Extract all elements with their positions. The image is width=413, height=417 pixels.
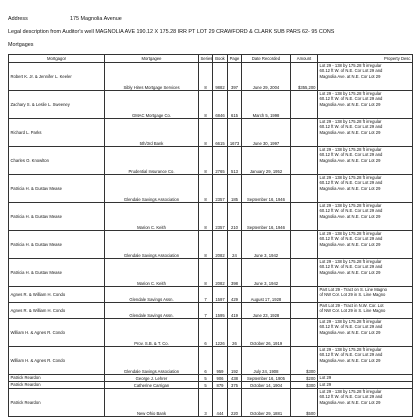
page-cell: 398 bbox=[228, 259, 242, 287]
page-cell: 26 bbox=[228, 319, 242, 347]
column-header-amount: Amount bbox=[291, 55, 318, 63]
series-cell: 6 bbox=[199, 319, 213, 347]
page-cell: 397 bbox=[228, 63, 242, 91]
mortgagee-cell: Prov. S.B. & T. Co. bbox=[105, 319, 199, 347]
mortgagee-cell: Glendale Savings Assn. bbox=[105, 303, 199, 319]
page-cell: 192 bbox=[228, 347, 242, 375]
property-desc-line: Lot 29 - 138 by 175.28 ft irregular bbox=[319, 119, 382, 124]
series-cell: 7 bbox=[199, 303, 213, 319]
date-recorded-cell: June 3, 1942 bbox=[242, 259, 291, 287]
property-desc-line: 60.12 ft W. of N.E. Cor Lot 29 and bbox=[319, 96, 383, 102]
series-cell: 3 bbox=[199, 389, 213, 417]
address-value: 175 Magnolia Avenue bbox=[70, 16, 122, 22]
property-desc-line: 60.12 ft W. of N.E. Cor Lot 29 and bbox=[319, 324, 383, 330]
legal-description: Legal description from Auditor's well MAGNOLIA AVE 190.12 X 175.28 IRR PT LOT 29 CRAWFORD & CLARK SUB PARS 62- 95 CONS bbox=[8, 29, 335, 35]
mortgagee-cell: Marion C. Keith bbox=[105, 203, 199, 231]
page-cell: 438 bbox=[228, 375, 242, 382]
property-desc-line: Lot 29 bbox=[319, 375, 332, 380]
property-desc-line: Magnolia Ave. at N.E. Cor Lot 29 bbox=[319, 73, 381, 79]
date-recorded-cell: June 29, 2004 bbox=[242, 63, 291, 91]
column-header-property-desc: Property Desc bbox=[318, 55, 413, 63]
page-cell: 185 bbox=[228, 175, 242, 203]
series-cell: 5 bbox=[199, 375, 213, 382]
table-row bbox=[9, 375, 413, 382]
series-cell: 7 bbox=[199, 287, 213, 303]
property-desc-line: Lot 29 - 138 by 175.28 ft irregular bbox=[319, 389, 382, 394]
book-cell: 1595 bbox=[213, 303, 228, 319]
property-desc-line: 60.12 ft W. of N.E. Cor Lot 29 and bbox=[319, 152, 383, 158]
series-cell: 8 bbox=[199, 119, 213, 147]
book-cell: 444 bbox=[213, 389, 228, 417]
property-desc-line: 60.12 ft W. of N.E. Cor Lot 29 and bbox=[319, 264, 383, 270]
mortgagee-cell: Catherine Carrigan bbox=[105, 382, 199, 389]
series-cell: 6 bbox=[199, 347, 213, 375]
mortgagee-cell: Prudential Insurance Co. bbox=[105, 147, 199, 175]
table-row bbox=[9, 91, 413, 119]
property-desc-line: 60.12 ft W. of N.E. Cor Lot 29 and bbox=[319, 68, 383, 74]
mortgagor-cell: Zachary S. & Leslie L. Sweeney bbox=[9, 91, 105, 119]
mortgagor-cell: Robert K. Jr. & Jennifer L. Keeler bbox=[9, 63, 105, 91]
mortgagee-cell: GMAC Mortgage Co. bbox=[105, 91, 199, 119]
amount-cell bbox=[291, 119, 318, 147]
amount-cell bbox=[291, 203, 318, 231]
property-desc-line: Part Lot 29 - Tract on S. Line Magno bbox=[319, 287, 388, 292]
series-cell: 8 bbox=[199, 259, 213, 287]
property-desc-line: Lot 29 - 138 by 175.28 ft irregular bbox=[319, 63, 382, 68]
table-row bbox=[9, 382, 413, 389]
property-desc-line: Lot 29 - 138 by 175.28 ft irregular bbox=[319, 231, 382, 236]
date-recorded-cell: January 29, 1952 bbox=[242, 147, 291, 175]
date-recorded-cell: August 17, 1928 bbox=[242, 287, 291, 303]
series-cell: 5 bbox=[199, 382, 213, 389]
property-desc-line: of NW Cor. Lot 29 in S. Line Magno bbox=[319, 308, 386, 314]
column-header-series: Series bbox=[200, 55, 213, 61]
mortgagee-cell: Marion C. Keith bbox=[105, 259, 199, 287]
property-desc-line: Magnolia Ave. at N.E. Cor Lot 29 bbox=[319, 399, 381, 405]
table-row bbox=[9, 231, 413, 259]
table-row bbox=[9, 347, 413, 375]
mortgagor-cell: Patrick Reardon bbox=[9, 389, 105, 417]
series-cell: 8 bbox=[199, 175, 213, 203]
property-desc-line: 60.12 ft W. of N.E. Cor Lot 29 and bbox=[319, 394, 383, 400]
property-desc-line: Lot 29 - 138 by 175.28 ft irregular bbox=[319, 347, 382, 352]
book-cell: 9882 bbox=[213, 63, 228, 91]
mortgagor-cell: Richard L. Parks bbox=[9, 119, 105, 147]
page-cell: 1673 bbox=[228, 119, 242, 147]
table-row bbox=[9, 63, 413, 91]
mortgagor-cell: Patricia H. & Gustav Mease bbox=[9, 231, 105, 259]
page-cell: 210 bbox=[228, 203, 242, 231]
property-desc-line: 60.12 ft W. of N.E. Cor Lot 29 and bbox=[319, 180, 383, 186]
property-desc-line: Lot 29 - 138 by 175.28 ft irregular bbox=[319, 175, 382, 180]
table-row bbox=[9, 287, 413, 303]
table-row bbox=[9, 203, 413, 231]
amount-cell bbox=[291, 231, 318, 259]
property-desc-line: Part Lot 29 - Tract in N.W. Cor. Lot bbox=[319, 303, 384, 308]
table-row bbox=[9, 303, 413, 319]
book-cell: 959 bbox=[213, 347, 228, 375]
property-desc-line: Magnolia Ave. at N.E. Cor Lot 29 bbox=[319, 185, 381, 191]
date-recorded-cell: June 30, 1997 bbox=[242, 119, 291, 147]
column-header-date-recorded: Date Recorded bbox=[242, 55, 291, 63]
date-recorded-cell: June 3, 1942 bbox=[242, 231, 291, 259]
property-desc-line: Magnolia Ave. at N.E. Cor Lot 29 bbox=[319, 269, 381, 275]
property-desc-cell bbox=[318, 63, 413, 91]
property-desc-line: of NW Cor. Lot 29 in S. Line Magno bbox=[319, 292, 386, 298]
table-row bbox=[9, 259, 413, 287]
book-cell: 6615 bbox=[213, 119, 228, 147]
table-row bbox=[9, 147, 413, 175]
property-desc-cell bbox=[318, 119, 413, 147]
table-header-row bbox=[9, 55, 413, 63]
series-cell: 8 bbox=[199, 147, 213, 175]
date-recorded-cell: March 5, 1998 bbox=[242, 91, 291, 119]
book-cell: 906 bbox=[213, 375, 228, 382]
book-cell: 6846 bbox=[213, 91, 228, 119]
page-cell: 24 bbox=[228, 231, 242, 259]
amount-cell bbox=[291, 287, 318, 303]
property-desc-line: Magnolia Ave. at N.E. Cor Lot 29 bbox=[319, 157, 381, 163]
address-label: Address bbox=[8, 16, 28, 22]
page-cell: 375 bbox=[228, 382, 242, 389]
mortgagee-cell: 5th/3rd Bank bbox=[105, 119, 199, 147]
book-cell: 879 bbox=[213, 382, 228, 389]
table-row bbox=[9, 389, 413, 417]
amount-cell bbox=[291, 91, 318, 119]
mortgagor-cell: Patrick Reardon bbox=[9, 382, 105, 389]
amount-cell: $300 bbox=[291, 347, 318, 375]
property-desc-line: Magnolia Ave. at N.E. Cor Lot 29 bbox=[319, 101, 381, 107]
mortgagor-cell: Agnes R. & William H. Condo bbox=[9, 287, 105, 303]
property-desc-cell bbox=[318, 375, 413, 382]
page-cell: 615 bbox=[228, 91, 242, 119]
property-desc-line: 60.12 ft W. of N.E. Cor Lot 29 and bbox=[319, 236, 383, 242]
column-header-book: Book bbox=[213, 55, 228, 63]
property-desc-line: Lot 29 - 138 by 175.28 ft irregular bbox=[319, 147, 382, 152]
mortgagee-cell: New Ohio Bank bbox=[105, 389, 199, 417]
series-cell: 8 bbox=[199, 231, 213, 259]
section-title: Mortgages bbox=[8, 42, 34, 48]
date-recorded-cell: September 16, 1946 bbox=[242, 203, 291, 231]
date-recorded-cell: September 16, 1905 bbox=[242, 375, 291, 382]
column-header-mortgagee: Mortgagee bbox=[105, 55, 199, 63]
amount-cell: $355,200 bbox=[291, 63, 318, 91]
property-desc-cell bbox=[318, 203, 413, 231]
mortgagor-cell: Patricia H. & Gustav Mease bbox=[9, 203, 105, 231]
date-recorded-cell: October 26, 1919 bbox=[242, 319, 291, 347]
mortgagor-cell: Patricia H. & Gustav Mease bbox=[9, 259, 105, 287]
property-desc-line: Lot 29 - 138 by 175.28 ft irregular bbox=[319, 259, 382, 264]
mortgagee-cell: Sibly Hires Mortgage Services bbox=[105, 63, 199, 91]
series-cell: 8 bbox=[199, 91, 213, 119]
book-cell: 1597 bbox=[213, 287, 228, 303]
table-row bbox=[9, 119, 413, 147]
amount-cell bbox=[291, 147, 318, 175]
book-cell: 2357 bbox=[213, 175, 228, 203]
amount-cell bbox=[291, 259, 318, 287]
mortgagor-cell: William H. & Agnes R. Condo bbox=[9, 319, 105, 347]
table-row bbox=[9, 319, 413, 347]
property-desc-cell bbox=[318, 147, 413, 175]
mortgagee-cell: Glendale Savings Assn. bbox=[105, 287, 199, 303]
mortgagor-cell: Agnes R. & William H. Condo bbox=[9, 303, 105, 319]
property-desc-line: 60.12 ft W. of N.E. Cor Lot 29 and bbox=[319, 124, 383, 130]
property-desc-line: Magnolia Ave. at N.E. Cor Lot 29 bbox=[319, 213, 381, 219]
property-desc-cell bbox=[318, 303, 413, 319]
mortgages-table bbox=[8, 54, 413, 417]
mortgagor-cell: Charles O. Knowlton bbox=[9, 147, 105, 175]
date-recorded-cell: September 16, 1946 bbox=[242, 175, 291, 203]
property-desc-cell bbox=[318, 231, 413, 259]
book-cell: 2082 bbox=[213, 259, 228, 287]
mortgagee-cell: Glendale Savings Association bbox=[105, 175, 199, 203]
book-cell: 1226 bbox=[213, 319, 228, 347]
property-desc-cell bbox=[318, 382, 413, 389]
property-desc-cell bbox=[318, 319, 413, 347]
property-desc-cell bbox=[318, 91, 413, 119]
mortgagor-cell: Patrick Reardon bbox=[9, 375, 105, 382]
property-desc-line: Magnolia Ave. at N.E. Cor Lot 29 bbox=[319, 329, 381, 335]
property-desc-cell bbox=[318, 347, 413, 375]
book-cell: 2357 bbox=[213, 203, 228, 231]
page-cell: 429 bbox=[228, 287, 242, 303]
property-desc-line: Magnolia Ave. at N.E. Cor Lot 29 bbox=[319, 129, 381, 135]
property-desc-cell bbox=[318, 389, 413, 417]
mortgagor-cell: William H. & Agnes R. Condo bbox=[9, 347, 105, 375]
table-row bbox=[9, 175, 413, 203]
property-desc-line: Magnolia Ave. at N.E. Cor Lot 29 bbox=[319, 241, 381, 247]
property-desc-line: Lot 29 - 138 by 175.28 ft irregular bbox=[319, 319, 382, 324]
mortgagor-cell: Patricia H. & Gustav Mease bbox=[9, 175, 105, 203]
amount-cell bbox=[291, 303, 318, 319]
mortgagee-cell: Glendale Savings Association bbox=[105, 231, 199, 259]
property-desc-line: Lot 29 bbox=[319, 382, 332, 387]
property-desc-cell bbox=[318, 175, 413, 203]
property-desc-line: Lot 29 - 138 by 175.28 ft irregular bbox=[319, 203, 382, 208]
date-recorded-cell: October 14, 1904 bbox=[242, 382, 291, 389]
amount-cell: $500 bbox=[291, 389, 318, 417]
property-desc-line: Lot 29 - 138 by 175.28 ft irregular bbox=[319, 91, 382, 96]
page-cell: 419 bbox=[228, 303, 242, 319]
page-cell: 513 bbox=[228, 147, 242, 175]
property-desc-line: 60.12 ft W. of N.E. Cor Lot 29 and bbox=[319, 352, 383, 358]
property-desc-line: Magnolia Ave. at N.E. Cor Lot 29 bbox=[319, 357, 381, 363]
amount-cell bbox=[291, 175, 318, 203]
date-recorded-cell: October 29, 1881 bbox=[242, 389, 291, 417]
book-cell: 2765 bbox=[213, 147, 228, 175]
property-desc-cell bbox=[318, 259, 413, 287]
amount-cell bbox=[291, 319, 318, 347]
property-desc-line: 60.12 ft W. of N.E. Cor Lot 29 and bbox=[319, 208, 383, 214]
column-header-page: Page bbox=[228, 55, 242, 63]
column-header-mortgagor: Mortgagor bbox=[9, 55, 105, 63]
series-cell: 8 bbox=[199, 63, 213, 91]
property-desc-cell bbox=[318, 287, 413, 303]
date-recorded-cell: June 23, 1928 bbox=[242, 303, 291, 319]
date-recorded-cell: July 24, 1908 bbox=[242, 347, 291, 375]
mortgagee-cell: Glendale Savings Association bbox=[105, 347, 199, 375]
page-cell: 220 bbox=[228, 389, 242, 417]
mortgagee-cell: George J. Lehrer bbox=[105, 375, 199, 382]
series-cell: 8 bbox=[199, 203, 213, 231]
amount-cell: $200 bbox=[291, 375, 318, 382]
book-cell: 2082 bbox=[213, 231, 228, 259]
amount-cell: $300 bbox=[291, 382, 318, 389]
